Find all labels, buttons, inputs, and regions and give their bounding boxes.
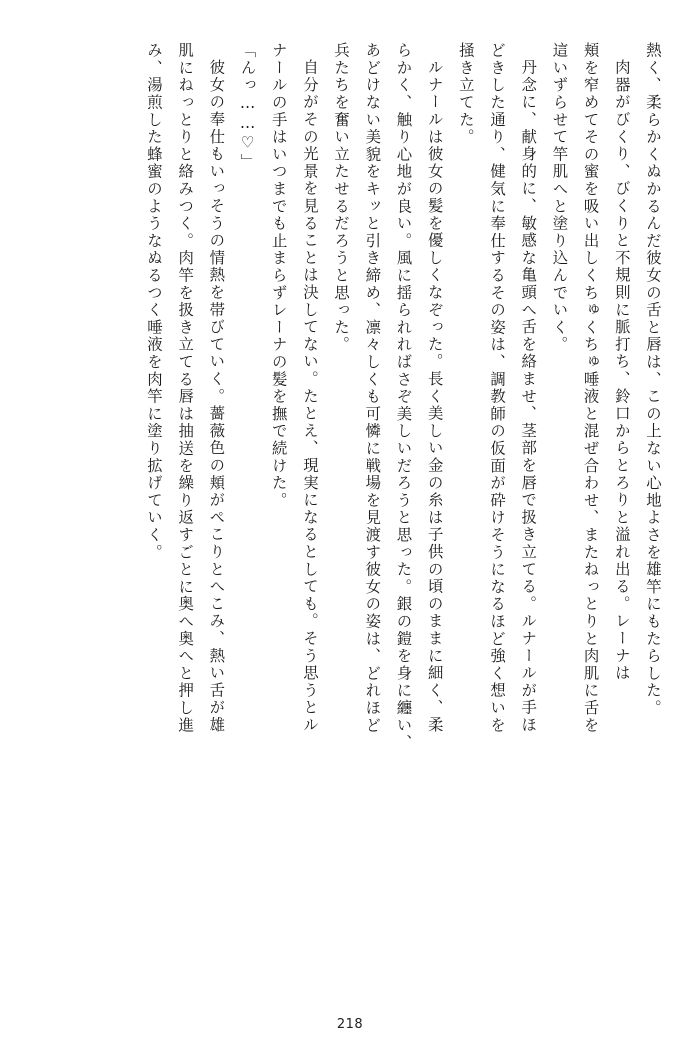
text-column: ルナールは彼女の髪を優しくなぞった。長く美しい金の糸は子供の頃のままに細く、柔 [425,59,444,734]
vertical-text-body [40,42,660,982]
text-column: 兵たちを奮い立たせるだろうと思った。 [332,42,351,354]
text-column: どきした通り、健気に奉仕するその姿は、調教師の仮面が砕けそうになるほど強く想いを [488,42,507,734]
text-column: ナールの手はいつまでも止まらずレーナの髪を撫で続けた。 [269,42,288,510]
text-column: らかく、触り心地が良い。風に揺られればさぞ美しいだろうと思った。銀の鎧を身に纏い、 [394,42,413,752]
text-column: 丹念に、献身的に、敏感な亀頭へ舌を絡ませ、茎部を唇で扱き立てる。ルナールが手ほ [519,59,538,734]
page-number: 218 [336,1017,364,1032]
text-column: あどけない美貌をキッと引き締め、凛々しくも可憐に戦場を見渡す彼女の姿は、どれほど [363,42,382,734]
text-column: 頬を窄めてその蜜を吸い出しくちゅくちゅ唾液と混ぜ合わせ、またねっとりと肉肌に舌を [581,42,600,734]
text-column: 「んっ……♡」 [238,42,257,171]
text-column: 肌にねっとりと絡みつく。肉竿を扱き立てる唇は抽送を繰り返すごとに奥へ奥へと押し進 [176,42,195,734]
text-column: 這いずらせて竿肌へと塗り込んでいく。 [550,42,569,354]
text-column: 肉器がびくり、びくりと不規則に脈打ち、鈴口からとろりと溢れ出る。レーナは [612,59,631,682]
text-column: 自分がその光景を見ることは決してない。たとえ、現実になるとしても。そう思うとル [300,59,319,734]
text-column: 熱く、柔らかくぬかるんだ彼女の舌と唇は、この上ない心地よさを雄竿にもたらした。 [644,42,662,717]
text-column: み、湯煎した蜂蜜のようなぬるつく唾液を肉竿に塗り拡げていく。 [145,42,163,561]
text-column: 彼女の奉仕もいっそうの情熱を帯びていく。薔薇色の頬がぺこりとへこみ、熱い舌が雄 [207,59,226,734]
text-column: 掻き立てた。 [456,42,475,146]
